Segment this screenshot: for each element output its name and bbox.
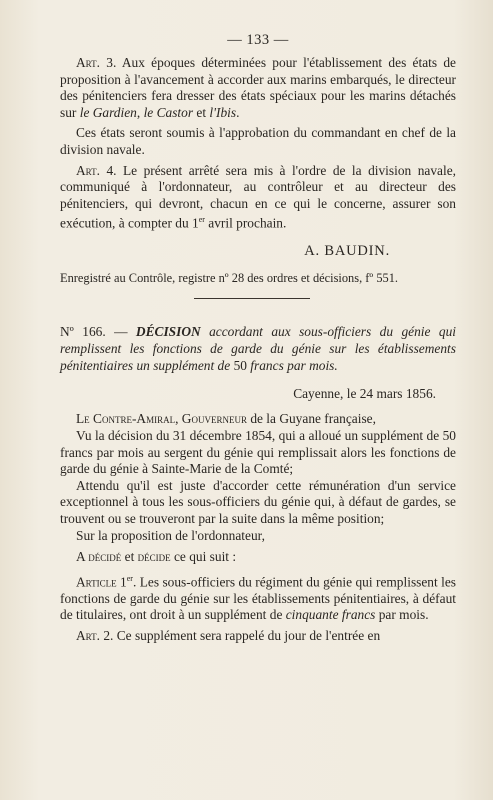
consideration-paragraph: Attendu qu'il est juste d'accorder cette rémunération d'un service exceptionnel à tous les sous-officiers du génie qui, à défaut de gardes, se trouvent ou se trouveront par la suite dans la même position; [60, 477, 456, 526]
article-2-paragraph: Art. 2. Ce supplément sera rappelé du jour de l'entrée en [76, 627, 381, 643]
approval-paragraph: Ces états seront soumis à l'approbation du commandant en chef de la division navale. [60, 125, 456, 157]
consideration-paragraph: Vu la décision du 31 décembre 1854, qui a alloué un supplément de 50 francs par mois au sergent du génie qui remplissait alors les fonctions de garde du génie à Sainte-Marie de la Comté; [60, 427, 456, 477]
dateline: Cayenne, le 24 mars 1856. [293, 386, 436, 402]
author-line: Le Contre-Amiral, Gouverneur de la Guyane française, [76, 411, 376, 427]
article-4-paragraph: Art. 4. Le présent arrêté sera mis à l'ordre de la division navale, communiqué à l'ordonnateur, au contrôleur et au directeur des pénitenciers, qui devront, chacun en ce qui le concerne, assurer son exécution, à compter du 1er avril prochain. [60, 162, 456, 231]
ship-name: le Castor [143, 104, 194, 120]
ship-name: l'Ibis [209, 104, 237, 120]
decides-line: A décidé et décide ce qui suit : [76, 549, 237, 565]
decision-title: Nº 166. — DÉCISION accordant aux sous-officiers du génie qui remplissent les fonctions de garde du génie sur les établissements pénitentiaires un supplément de 50 francs par mois. [60, 324, 456, 373]
separator-rule [194, 298, 310, 299]
article-3-label: Art. 3. [76, 55, 117, 70]
registration-note: Enregistré au Contrôle, registre nº 28 des ordres et décisions, fº 551. [60, 271, 399, 286]
page-number: — 133 — [227, 32, 289, 48]
decision-number: Nº 166. — [60, 324, 136, 339]
article-1-paragraph: Article 1er. Les sous-officiers du régiment du génie qui remplissent les fonctions de garde du génie sur les établissements pénitentiaires, à défaut de titulaires, ont droit à un supplément de cinquante francs par mois. [60, 573, 457, 623]
article-1-label: Article 1 [76, 574, 127, 590]
ship-name: le Gardien [79, 104, 137, 120]
article-3-paragraph: Art. 3. Aux époques déterminées pour l'établissement des états de proposition à l'avancement à accorder aux marins embarqués, le directeur des pénitenciers fera dresser des états spéciaux pour les marins détachés sur le Gardien, le Castor et l'Ibis. [60, 55, 457, 120]
article-4-label: Art. 4. [76, 162, 117, 178]
consideration-paragraph: Sur la proposition de l'ordonnateur, [76, 527, 265, 543]
decision-heading: DÉCISION [135, 324, 201, 339]
article-2-label: Art. 2. [76, 627, 114, 643]
signature: A. BAUDIN. [304, 243, 390, 260]
